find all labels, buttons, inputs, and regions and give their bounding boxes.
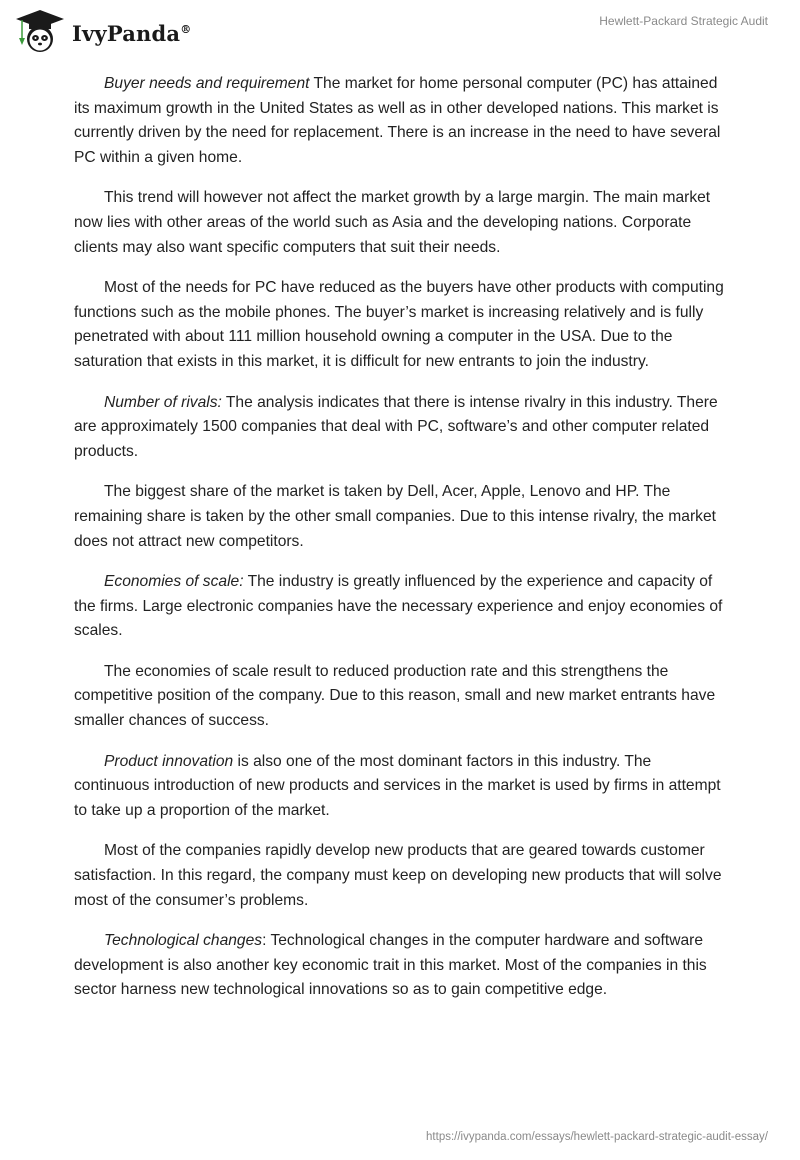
paragraph-text: The analysis indicates that there is intense rivalry in this industry. There are approximately 1500 companies that deal with PC, software’s and other computer related products. <box>74 393 718 460</box>
paragraph-lead: Technological changes <box>104 932 263 950</box>
brand-logo[interactable] <box>14 8 191 54</box>
paragraph <box>74 186 730 260</box>
paragraph <box>74 660 730 734</box>
paragraph <box>74 929 730 1003</box>
paragraph-text: The economies of scale result to reduced production rate and this strengthens the competitive position of the company. Due to this reason, small and new market entrants have smaller chances of success. <box>74 662 716 730</box>
essay-body <box>74 72 730 1019</box>
paragraph-lead: Number of rivals: <box>104 393 222 411</box>
paragraph-lead: Economies of scale: <box>104 573 244 591</box>
paragraph-lead: Product innovation <box>104 752 234 770</box>
paragraph-text: : Technological changes in the computer hardware and software development is also another key economic trait in this market. Most of the companies in this sector harness new technological innovations so as to gain competitive edge. <box>74 932 707 999</box>
paragraph-text: This trend will however not affect the market growth by a large margin. The main market now lies with other areas of the world such as Asia and the developing nations. Corporate clients may also want specific computers that suit their needs. <box>74 189 711 256</box>
paragraph <box>74 570 730 644</box>
paragraph-text: The industry is greatly influenced by the experience and capacity of the firms. Large electronic companies have the necessary experience and enjoy economies of scales. <box>74 573 723 640</box>
paragraph-text: Most of the companies rapidly develop new products that are geared towards customer satisfaction. In this regard, the company must keep on developing new products that will solve most of the consumer’s problems. <box>74 842 722 909</box>
source-url[interactable]: https://ivypanda.com/essays/hewlett-packard-strategic-audit-essay/ <box>426 1131 768 1143</box>
paragraph <box>74 750 730 824</box>
paragraph-lead: Buyer needs and requirement <box>104 75 310 92</box>
page-header <box>0 0 800 64</box>
paragraph-text: is also one of the most dominant factors in this industry. The continuous introduction of new products and services in the market is used by firms in attempt to take up a proportion of the market. <box>74 752 721 819</box>
paragraph <box>74 72 730 170</box>
brand-name: IvyPanda® <box>72 20 192 46</box>
document-title: Hewlett-Packard Strategic Audit <box>599 14 768 28</box>
paragraph <box>74 391 730 465</box>
paragraph <box>74 839 730 913</box>
paragraph-text: The biggest share of the market is taken by Dell, Acer, Apple, Lenovo and HP. The remaining share is taken by the other small companies. Due to this intense rivalry, the market does not attract new competitors. <box>74 483 716 550</box>
paragraph-text: Most of the needs for PC have reduced as the buyers have other products with computing functions such as the mobile phones. The buyer’s market is increasing relatively and is fully penetrated with about 111 million household owning a computer in the USA. Due to the saturation that exists in this market, it is difficult for new entrants to join the industry. <box>74 279 724 370</box>
panda-graduate-icon <box>14 8 66 54</box>
paragraph-text: The market for home personal computer (PC) has attained its maximum growth in the United States as well as in other developed nations. This market is currently driven by the need for replacement. There is an increase in the need to have several PC within a given home. <box>74 75 721 166</box>
paragraph <box>74 480 730 554</box>
paragraph <box>74 276 730 374</box>
